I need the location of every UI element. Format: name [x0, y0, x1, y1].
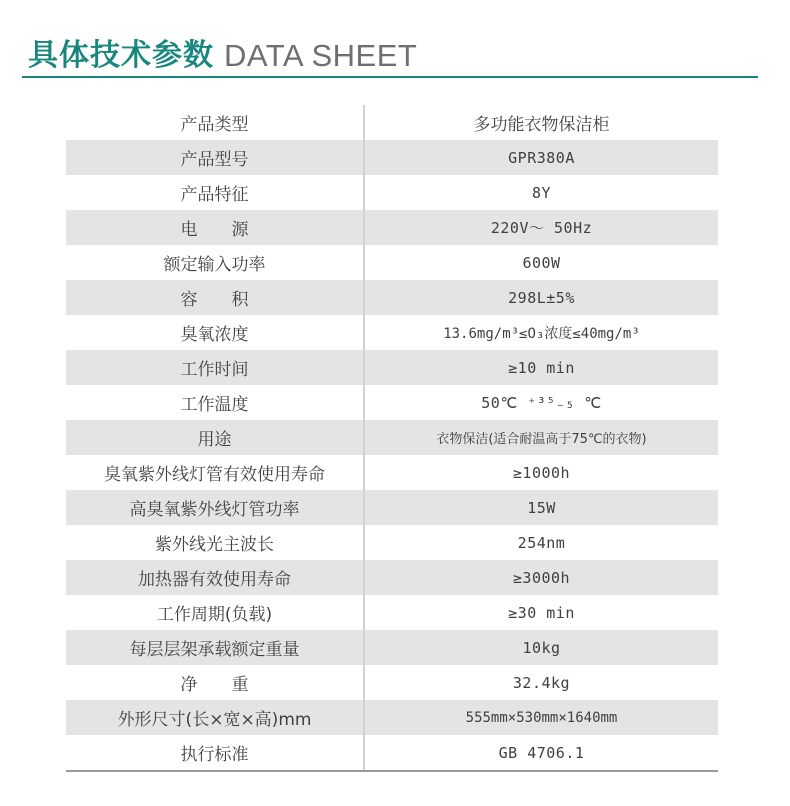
spec-label: 产品特征 [66, 175, 364, 210]
spec-value: ≥1000h [364, 455, 718, 490]
spec-value: 254nm [364, 525, 718, 560]
spec-label: 每层层架承载额定重量 [66, 630, 364, 665]
table-row [66, 315, 718, 350]
spec-label: 产品型号 [66, 140, 364, 175]
table-row [66, 560, 718, 595]
spec-label: 容 积 [66, 280, 364, 315]
header-divider [22, 76, 758, 78]
spec-value: 15W [364, 490, 718, 525]
table-row [66, 490, 718, 525]
spec-value: 衣物保洁(适合耐温高于75℃的衣物) [364, 420, 718, 455]
spec-value: 13.6mg/m³≤O₃浓度≤40mg/m³ [364, 315, 718, 350]
spec-value: GB 4706.1 [364, 735, 718, 771]
spec-label: 电 源 [66, 210, 364, 245]
spec-value: 多功能衣物保洁柜 [364, 105, 718, 140]
table-row [66, 700, 718, 735]
spec-value: 298L±5% [364, 280, 718, 315]
table-row [66, 105, 718, 140]
page-title: 具体技术参数 [28, 38, 214, 73]
spec-value: ≥3000h [364, 560, 718, 595]
spec-value: ≥10 min [364, 350, 718, 385]
spec-label: 紫外线光主波长 [66, 525, 364, 560]
table-row [66, 595, 718, 630]
table-row [66, 210, 718, 245]
spec-label: 执行标准 [66, 735, 364, 771]
spec-value: 600W [364, 245, 718, 280]
table-row [66, 140, 718, 175]
spec-label: 工作周期(负载) [66, 595, 364, 630]
spec-label: 工作温度 [66, 385, 364, 420]
table-row [66, 735, 718, 771]
table-row [66, 665, 718, 700]
spec-label: 臭氧浓度 [66, 315, 364, 350]
spec-label: 额定输入功率 [66, 245, 364, 280]
table-row [66, 455, 718, 490]
table-row [66, 280, 718, 315]
spec-table [66, 105, 718, 772]
spec-value: 50℃ ⁺³⁵₋₅ ℃ [364, 385, 718, 420]
spec-label: 臭氧紫外线灯管有效使用寿命 [66, 455, 364, 490]
spec-label: 工作时间 [66, 350, 364, 385]
table-row [66, 245, 718, 280]
spec-value: 10kg [364, 630, 718, 665]
spec-label: 用途 [66, 420, 364, 455]
table-row [66, 175, 718, 210]
spec-value: ≥30 min [364, 595, 718, 630]
table-row [66, 525, 718, 560]
spec-value: 8Y [364, 175, 718, 210]
page-header [28, 30, 417, 74]
spec-label: 外形尺寸(长×宽×高)mm [66, 700, 364, 735]
spec-label: 加热器有效使用寿命 [66, 560, 364, 595]
spec-value: 555mm×530mm×1640mm [364, 700, 718, 735]
spec-label: 高臭氧紫外线灯管功率 [66, 490, 364, 525]
table-row [66, 420, 718, 455]
table-row [66, 385, 718, 420]
spec-value: 220V～ 50Hz [364, 210, 718, 245]
spec-value: 32.4kg [364, 665, 718, 700]
table-row [66, 350, 718, 385]
table-row [66, 630, 718, 665]
spec-label: 净 重 [66, 665, 364, 700]
spec-value: GPR380A [364, 140, 718, 175]
spec-label: 产品类型 [66, 105, 364, 140]
page-subtitle: DATA SHEET [224, 38, 418, 73]
